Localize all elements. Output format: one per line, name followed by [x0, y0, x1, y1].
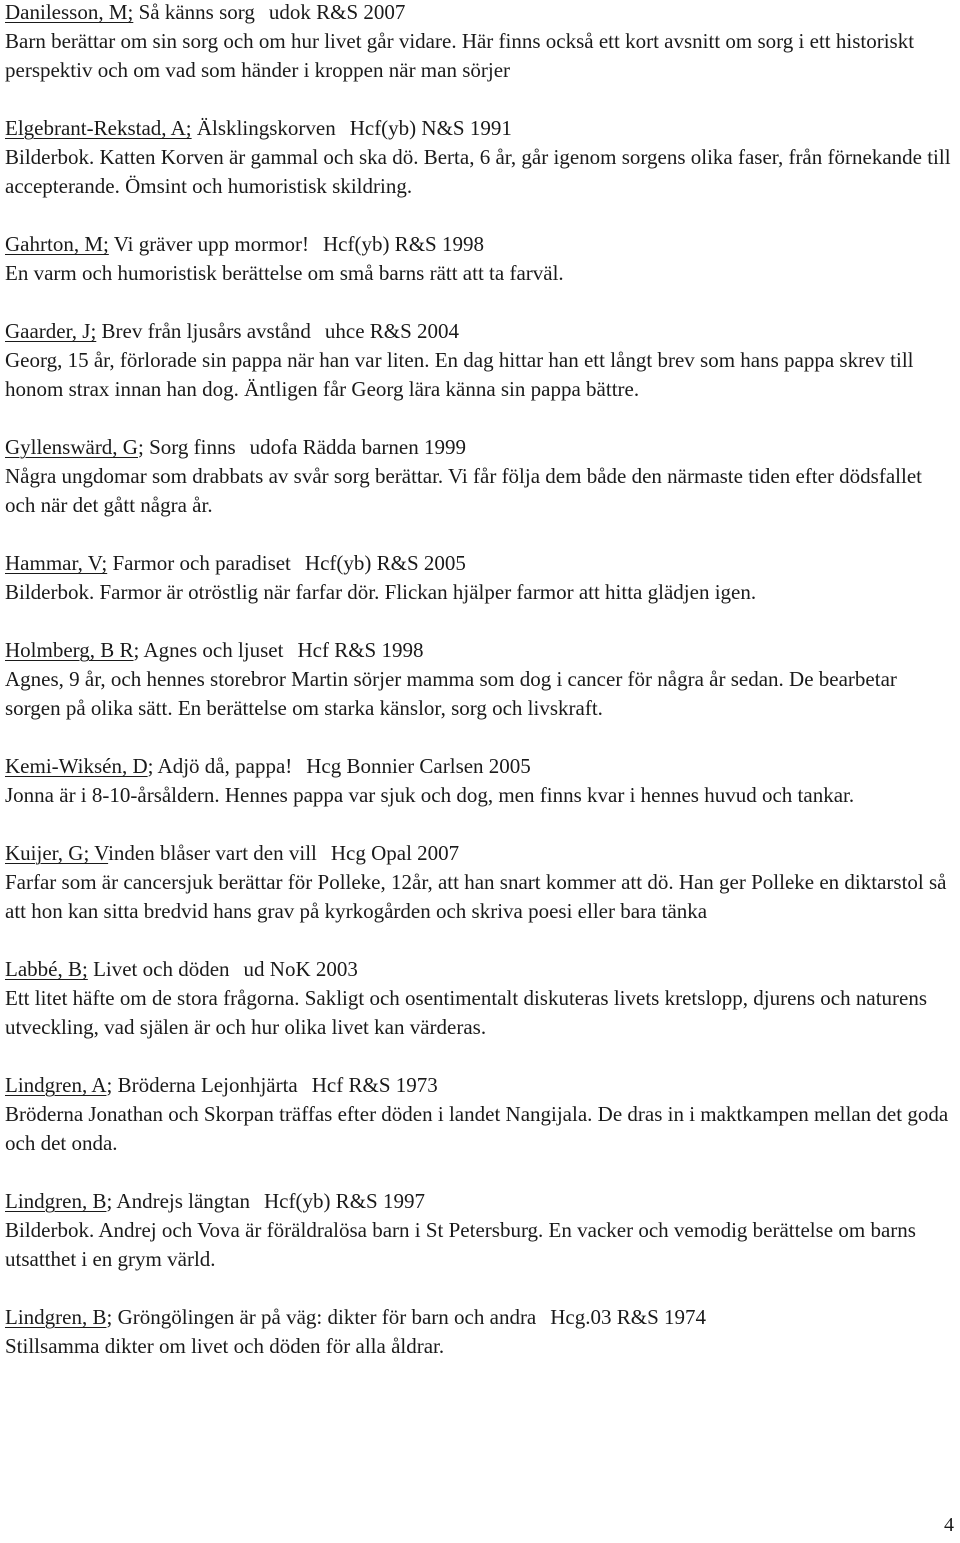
- entry-title: Brev från ljusårs avstånd: [96, 319, 311, 343]
- entry-heading: [5, 433, 953, 462]
- entry-description: Agnes, 9 år, och hennes storebror Martin sörjer mamma som dog i cancer för några år sedan. De bearbetar sorgen på olika sätt. En berättelse om starka känslor, sorg och livskraft.: [5, 667, 897, 720]
- entry-shelfmark: ud NoK 2003: [243, 957, 358, 981]
- entry-title: Så känns sorg: [133, 0, 255, 24]
- entry-separator: ;: [106, 1189, 113, 1213]
- entry-title: Gröngölingen är på väg: dikter för barn och andra: [112, 1305, 537, 1329]
- entry-description: Några ungdomar som drabbats av svår sorg berättar. Vi får följa dem både den närmaste tiden efter dödsfallet och när det gått några år.: [5, 464, 922, 517]
- entry-author: Lindgren, A: [5, 1073, 107, 1097]
- entry-heading: [5, 839, 953, 868]
- bibliography-entry: [5, 0, 953, 85]
- entry-heading: [5, 1187, 953, 1216]
- entry-separator: ;: [106, 1073, 113, 1097]
- entry-author: Elgebrant-Rekstad, A;: [5, 116, 192, 140]
- entry-shelfmark: Hcg Bonnier Carlsen 2005: [306, 754, 531, 778]
- entry-heading: [5, 752, 953, 781]
- bibliography-entry: [5, 549, 953, 607]
- entry-author: Kuijer, G; V: [5, 841, 109, 865]
- entry-shelfmark: Hcf(yb) R&S 1998: [322, 232, 484, 256]
- entry-heading: [5, 636, 953, 665]
- bibliography-entry: [5, 1187, 953, 1274]
- bibliography-entry: [5, 1071, 953, 1158]
- bibliography-entry: [5, 752, 953, 810]
- entry-description: En varm och humoristisk berättelse om små barns rätt att ta farväl.: [5, 261, 564, 285]
- entry-title: Sorg finns: [143, 435, 236, 459]
- entry-description: Bilderbok. Farmor är otröstlig när farfar dör. Flickan hjälper farmor att hitta glädjen igen.: [5, 580, 757, 604]
- entry-heading: [5, 0, 953, 27]
- entry-title: Vi gräver upp mormor!: [108, 232, 309, 256]
- entry-description: Farfar som är cancersjuk berättar för Polleke, 12år, att han snart kommer att dö. Han ger Polleke en diktarstol så att hon kan sitta bredvid hans grav på kyrkogården och skriva poesi eller bara tänka: [5, 870, 947, 923]
- bibliography-entry: [5, 636, 953, 723]
- entry-title: Livet och döden: [87, 957, 230, 981]
- entry-author: Holmberg, B R: [5, 638, 134, 662]
- entry-description: Ett litet häfte om de stora frågorna. Sakligt och osentimentalt diskuteras livets kretslopp, djurens och naturens utveckling, vad själen är och hur olika livet kan värderas.: [5, 986, 928, 1039]
- entry-title: Farmor och paradiset: [107, 551, 291, 575]
- entry-separator: ;: [106, 1305, 113, 1329]
- entry-author: Danilesson, M;: [5, 0, 134, 24]
- entry-shelfmark: udofa Rädda barnen 1999: [249, 435, 466, 459]
- page-number: 4: [944, 1514, 954, 1536]
- entry-title: Bröderna Lejonhjärta: [112, 1073, 298, 1097]
- entry-heading: [5, 230, 953, 259]
- entry-heading: [5, 1303, 953, 1332]
- entry-heading: [5, 317, 953, 346]
- entry-description: Stillsamma dikter om livet och döden för alla åldrar.: [5, 1334, 445, 1358]
- entry-shelfmark: Hcf(yb) R&S 1997: [263, 1189, 425, 1213]
- entry-separator: ;: [137, 435, 144, 459]
- entry-title: Adjö då, pappa!: [153, 754, 293, 778]
- entry-author: Lindgren, B: [5, 1305, 107, 1329]
- bibliography-list: [5, 0, 953, 1390]
- bibliography-entry: [5, 839, 953, 926]
- bibliography-entry: [5, 433, 953, 520]
- entry-title: Andrejs längtan: [112, 1189, 250, 1213]
- bibliography-entry: [5, 1303, 953, 1361]
- entry-description: Bröderna Jonathan och Skorpan träffas efter döden i landet Nangijala. De dras in i maktkampen mellan det goda och det onda.: [5, 1102, 949, 1155]
- entry-description: Bilderbok. Andrej och Vova är föräldralösa barn i St Petersburg. En vacker och vemodig berättelse om barns utsatthet i en grym värld.: [5, 1218, 916, 1271]
- entry-heading: [5, 955, 953, 984]
- entry-shelfmark: udok R&S 2007: [268, 0, 406, 24]
- entry-heading: [5, 114, 953, 143]
- entry-author: Hammar, V;: [5, 551, 108, 575]
- entry-shelfmark: uhce R&S 2004: [324, 319, 460, 343]
- entry-shelfmark: Hcg Opal 2007: [330, 841, 460, 865]
- entry-author: Gahrton, M;: [5, 232, 109, 256]
- entry-author: Kemi-Wiksén, D: [5, 754, 148, 778]
- entry-title: Agnes och ljuset: [139, 638, 284, 662]
- bibliography-entry: [5, 317, 953, 404]
- entry-heading: [5, 1071, 953, 1100]
- entry-description: Bilderbok. Katten Korven är gammal och ska dö. Berta, 6 år, går igenom sorgens olika faser, från förnekande till accepterande. Ömsint och humoristisk skildring.: [5, 145, 951, 198]
- entry-author: Gyllenswärd, G: [5, 435, 138, 459]
- entry-separator: ;: [133, 638, 140, 662]
- entry-shelfmark: Hcf(yb) N&S 1991: [349, 116, 512, 140]
- entry-author: Gaarder, J;: [5, 319, 97, 343]
- bibliography-entry: [5, 230, 953, 288]
- entry-author: Lindgren, B: [5, 1189, 107, 1213]
- entry-author: Labbé, B;: [5, 957, 88, 981]
- entry-shelfmark: Hcf R&S 1998: [297, 638, 424, 662]
- bibliography-entry: [5, 114, 953, 201]
- entry-shelfmark: Hcf(yb) R&S 2005: [304, 551, 466, 575]
- entry-shelfmark: Hcf R&S 1973: [311, 1073, 438, 1097]
- entry-description: Jonna är i 8-10-årsåldern. Hennes pappa var sjuk och dog, men finns kvar i hennes huvud och tankar.: [5, 783, 855, 807]
- entry-description: Barn berättar om sin sorg och om hur livet går vidare. Här finns också ett kort avsnitt om sorg i ett historiskt perspektiv och om vad som händer i kroppen när man sörjer: [5, 29, 915, 82]
- entry-heading: [5, 549, 953, 578]
- entry-separator: ;: [147, 754, 154, 778]
- entry-shelfmark: Hcg.03 R&S 1974: [550, 1305, 707, 1329]
- entry-title: Älsklingskorven: [191, 116, 336, 140]
- bibliography-entry: [5, 955, 953, 1042]
- entry-description: Georg, 15 år, förlorade sin pappa när han var liten. En dag hittar han ett långt brev som hans pappa skrev till honom strax innan han dog. Äntligen får Georg lära känna sin pappa bättre.: [5, 348, 914, 401]
- entry-title: inden blåser vart den vill: [108, 841, 317, 865]
